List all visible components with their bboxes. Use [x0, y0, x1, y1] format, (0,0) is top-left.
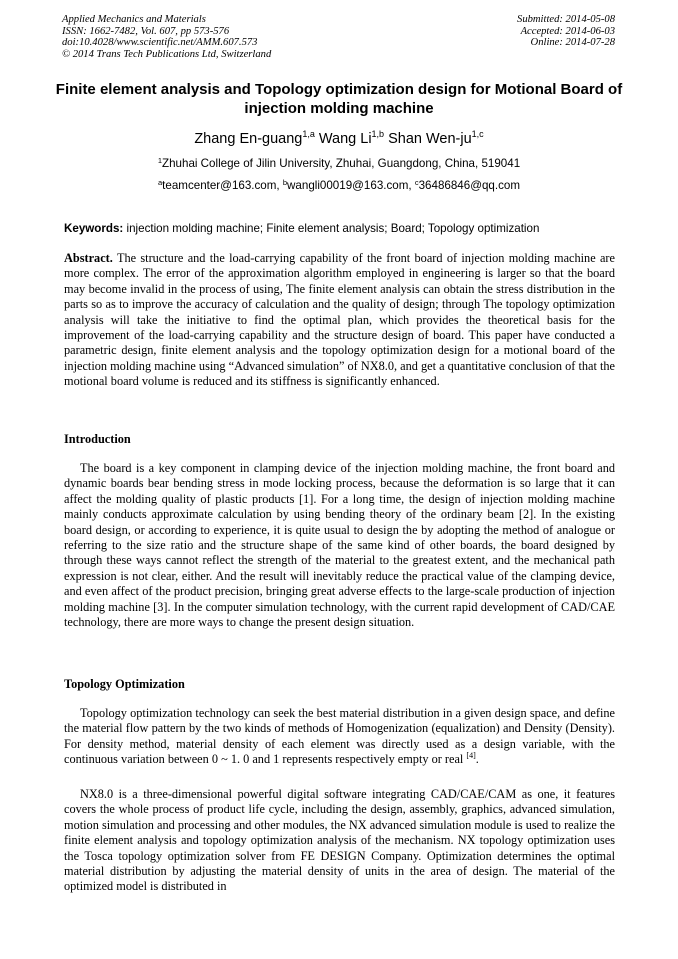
author-name: Zhang En-guang	[194, 131, 303, 147]
email-mark: b	[282, 178, 288, 187]
topology-paragraph-1	[64, 706, 615, 768]
affiliation-text: Zhuhai College of Jilin University, Zhuhai, Guangdong, China, 519041	[162, 157, 521, 170]
email-address: 36486846@qq.com	[418, 179, 520, 192]
abstract	[64, 251, 615, 390]
accepted-date: Accepted: 2014-06-03	[520, 25, 615, 37]
journal-header	[62, 14, 271, 60]
journal-issn: ISSN: 1662-7482, Vol. 607, pp 573-576	[62, 25, 230, 37]
author-name: Wang Li	[318, 131, 372, 147]
journal-doi: doi:10.4028/www.scientific.net/AMM.607.573	[62, 37, 258, 49]
keywords-label: Keywords:	[64, 222, 124, 235]
abstract-text: The structure and the load-carrying capability of the front board of injection molding machine are more complex. The error of the approximation algorithm employed in engineering is larger so that the board may become invalid in the process of using, The finite element analysis can obtain the stress distribution in the parts so as to improve the accuracy of calculation and the quality of design; through The topology optimization analysis will take the initiative to find the optimal plan, which provides the theoretical basis for the improvement of the load-carrying capability and the structure design of board. This paper have conducted a parametric design, finite element analysis and the topology optimization design for a motional board of the injection molding machine using “Advanced simulation” of NX8.0, and get a quantitative conclusion of that the motional board volume is reduced and its stiffness is significantly enhanced.	[64, 251, 615, 389]
email-list	[0, 179, 678, 193]
abstract-label: Abstract.	[64, 251, 113, 265]
keywords	[64, 222, 620, 236]
paper-title: Finite element analysis and Topology optimization design for Motional Board of injection molding machine	[55, 81, 623, 117]
email-address: wangli00019@163.com,	[287, 179, 412, 192]
online-date: Online: 2014-07-28	[530, 37, 615, 49]
affiliation-mark: 1	[157, 156, 163, 165]
author-affil-mark: 1,c	[471, 129, 484, 139]
author-affil-mark: 1,b	[371, 129, 385, 139]
author-affil-mark: 1,a	[302, 129, 315, 139]
citation-ref: [4]	[466, 751, 476, 761]
introduction-paragraph: The board is a key component in clamping device of the injection molding machine, the front board and dynamic boards bear bending stress in mode locking process, because the deformation is so large that it can affect the molding quality of plastic products [1]. For a long time, the design of injection molding machine mainly conducts approximate calculation by using bending theory of the ordinary beam [2]. In the existing board design, or according to experience, it is quite usual to design the by adopting the method of analogue or referring to the size ratio and the structure shape of the same kind of other boards, the board designed by through these ways cannot reflect the strength of the material to the greatest extent, and the mechanical path expression is not clear, either. And the result will inevitably reduce the practical value of the clamping device, and even affect of the product precision, bringing great adverse effects to the large-scale production of injection molding machine [3]. In the computer simulation technology, with the current rapid development of CAD/CAE technology, there are more ways to change the present design situation.	[64, 461, 615, 630]
topology-paragraph-2: NX8.0 is a three-dimensional powerful digital software integrating CAD/CAE/CAM as one, it features covers the whole process of product life cycle, including the design, assembly, graphics, advanced simulation, motion simulation and processing and other modules, the NX advanced simulation module is used to realize the finite element analysis and topology optimization analysis of the mechanism. NX topology optimization uses the Tosca topology optimization solver from FE DESIGN Company. Optimization determines the optimal material distribution by adjusting the material density of units in the area of design. The material of the optimized model is distributed in	[64, 787, 615, 894]
email-address: teamcenter@163.com,	[162, 179, 280, 192]
author-name: Shan Wen-ju	[388, 131, 472, 147]
affiliation	[0, 157, 678, 171]
journal-name: Applied Mechanics and Materials	[62, 14, 206, 25]
journal-copyright: © 2014 Trans Tech Publications Ltd, Switzerland	[62, 48, 272, 60]
author-list	[0, 130, 678, 148]
section-heading-topology: Topology Optimization	[64, 677, 185, 691]
dates-header	[517, 14, 615, 49]
submitted-date: Submitted: 2014-05-08	[517, 14, 615, 25]
sentence-end: .	[475, 752, 479, 767]
email-mark: c	[414, 178, 419, 187]
email-mark: a	[158, 178, 163, 187]
keywords-text: injection molding machine; Finite element analysis; Board; Topology optimization	[126, 222, 540, 235]
topology-paragraph-1-text: Topology optimization technology can seek the best material distribution in a given design space, and define the material flow pattern by the two kinds of methods of Homogenization (equalization) and Density (Density). For density method, material density of each element was directly used as a design variable, with the continuous variation between 0 ~ 1. 0 and 1 represents respectively empty or real	[64, 706, 615, 767]
section-heading-introduction: Introduction	[64, 432, 131, 446]
